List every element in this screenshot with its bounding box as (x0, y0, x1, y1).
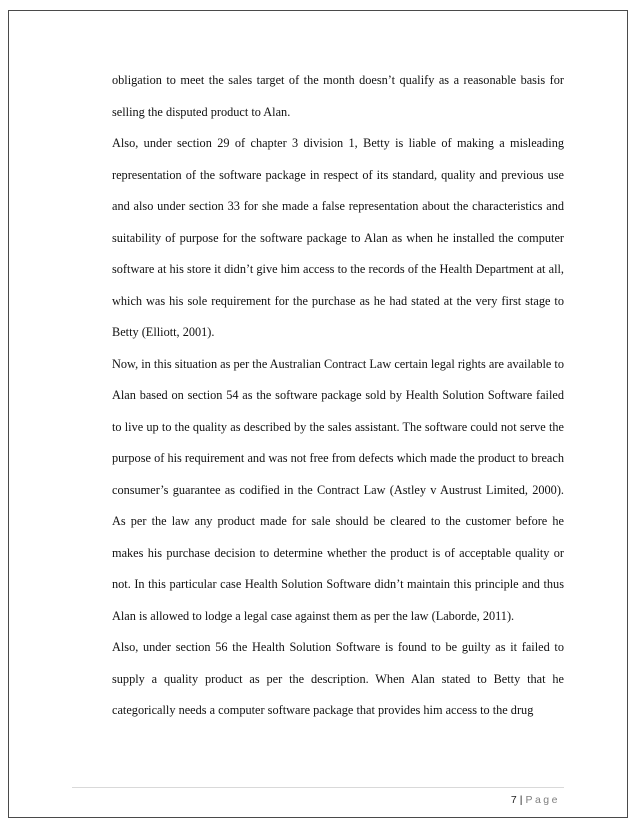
paragraph-2: Also, under section 29 of chapter 3 division 1, Betty is liable of making a misleading representation of the software package in respect of its standard, quality and previous use and also under section 33 for she made a false representation about the characteristics and suitability of purpose for the software package to Alan as when he installed the computer software at his store it didn’t give him access to the records of the Health Department at all, which was his sole requirement for the purchase as he had stated at the very first stage to Betty (Elliott, 2001). (112, 136, 564, 339)
page-footer (511, 794, 560, 806)
document-body (112, 65, 564, 727)
paragraph-1: obligation to meet the sales target of the month doesn’t qualify as a reasonable basis for selling the disputed product to Alan. (112, 73, 564, 119)
page-label: Page (525, 794, 560, 806)
paragraph-3: Now, in this situation as per the Australian Contract Law certain legal rights are available to Alan based on section 54 as the software package sold by Health Solution Software failed to live up to the quality as described by the sales assistant. The software could not serve the purpose of his requirement and was not free from defects which made the product to breach consumer’s guarantee as codified in the Contract Law (Astley v Austrust Limited, 2000). As per the law any product made for sale should be cleared to the customer before he makes his purchase decision to determine whether the product is of acceptable quality or not. In this particular case Health Solution Software didn’t maintain this principle and thus Alan is allowed to lodge a legal case against them as per the law (Laborde, 2011). (112, 356, 565, 623)
page-number-value: 7 (510, 794, 517, 806)
footer-divider (72, 787, 564, 788)
page-number-separator: | (519, 794, 523, 806)
paragraph-4: Also, under section 56 the Health Solution Software is found to be guilty as it failed to supply a quality product as per the description. When Alan stated to Betty that he categorically needs a computer software package that provides him access to the drug (112, 640, 564, 717)
